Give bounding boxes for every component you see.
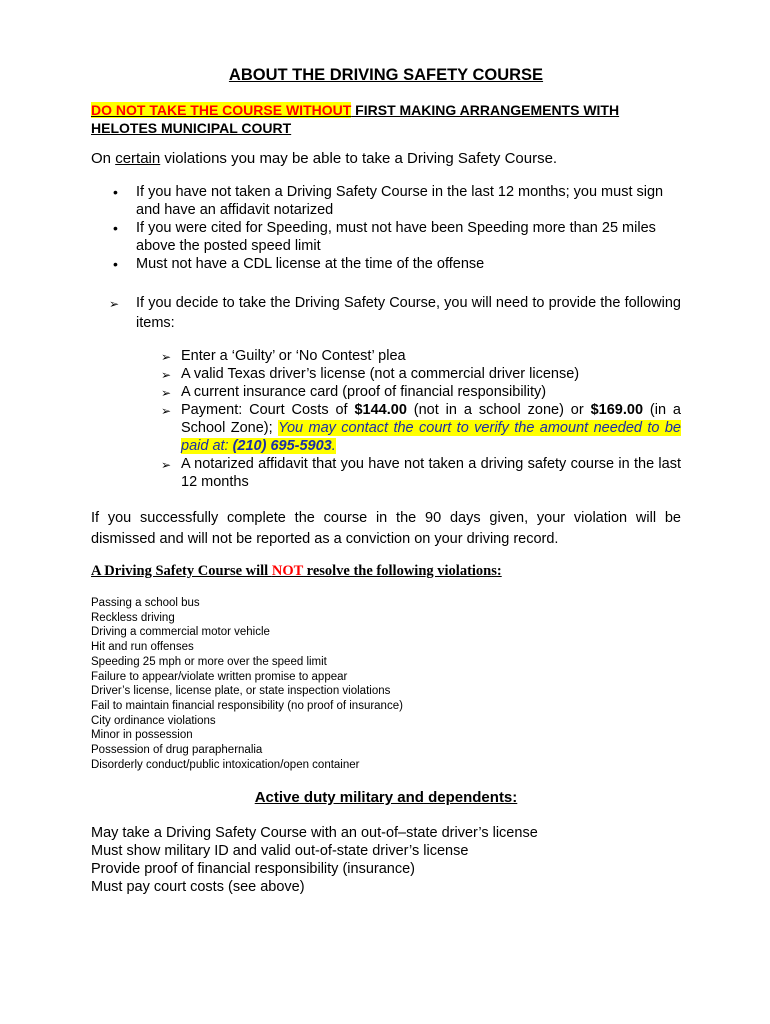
contact-court-text: You may contact the court to verify the amount needed to be paid at: <box>181 420 681 454</box>
arrow-bullet-icon: ➢ <box>161 368 172 382</box>
payment-suffix: (in a School Zone); <box>181 402 681 436</box>
item-plea: Enter a ‘Guilty’ or ‘No Contest’ plea <box>181 348 406 364</box>
military-list <box>91 824 538 896</box>
not-resolve-suffix: resolve the following violations: <box>303 563 502 579</box>
item-insurance: A current insurance card (proof of financial responsibility) <box>181 384 547 400</box>
amount-non-school: $144.00 <box>354 402 407 418</box>
item-license: A valid Texas driver’s license (not a commercial driver license) <box>181 366 580 382</box>
list-item: Hit and run offenses <box>91 641 194 654</box>
list-item: Provide proof of financial responsibility (insurance) <box>91 861 415 877</box>
list-item: City ordinance violations <box>91 714 216 727</box>
bullet-text: If you have not taken a Driving Safety Course in the last 12 months; you must sign and have an affidavit notarized <box>136 184 664 218</box>
list-item <box>91 365 681 383</box>
list-item: Driving a commercial motor vehicle <box>91 626 270 639</box>
eligibility-list <box>91 183 686 273</box>
bullet-icon: • <box>113 184 118 200</box>
decide-paragraph <box>91 293 681 333</box>
bullet-icon: • <box>113 256 118 272</box>
list-item: Possession of drug paraphernalia <box>91 744 263 757</box>
military-heading: Active duty military and dependents: <box>254 789 518 806</box>
not-resolve-heading <box>91 563 502 580</box>
payment-mid: (not in a school zone) or <box>406 402 591 418</box>
item-affidavit: A notarized affidavit that you have not taken a driving safety course in the last 12 months <box>181 456 681 490</box>
list-item <box>91 383 681 401</box>
page-title: ABOUT THE DRIVING SAFETY COURSE <box>228 66 544 84</box>
bullet-text: If you were cited for Speeding, must not have been Speeding more than 25 miles above the posted speed limit <box>136 220 656 254</box>
warning-red-text: DO NOT TAKE THE COURSE WITHOUT <box>91 102 352 118</box>
list-item: Driver’s license, license plate, or state inspection violations <box>91 685 391 698</box>
list-item: Passing a school bus <box>91 597 200 609</box>
list-item: Fail to maintain financial responsibility (no proof of insurance) <box>91 699 403 712</box>
list-item <box>91 455 681 491</box>
intro-text <box>91 149 557 168</box>
completion-paragraph: If you successfully complete the course in the 90 days given, your violation will be dismissed and will not be reported as a conviction on your driving record. <box>91 510 681 547</box>
arrow-bullet-icon: ➢ <box>161 386 172 400</box>
arrow-bullet-icon: ➢ <box>161 404 172 418</box>
list-item: Minor in possession <box>91 729 193 742</box>
list-item: Disorderly conduct/public intoxication/open container <box>91 758 360 771</box>
warning-notice <box>91 101 686 137</box>
intro-suffix: violations you may be able to take a Driving Safety Course. <box>160 150 558 167</box>
list-item <box>91 219 686 255</box>
list-item <box>91 255 686 273</box>
payment-prefix: Payment: Court Costs of <box>181 402 355 418</box>
warning-black-text: FIRST MAKING ARRANGEMENTS WITH HELOTES MUNICIPAL COURT <box>91 102 620 136</box>
arrow-bullet-icon: ➢ <box>161 458 172 472</box>
violations-list <box>91 596 403 772</box>
required-items-list <box>91 347 681 491</box>
arrow-bullet-icon: ➢ <box>161 350 172 364</box>
list-item: Speeding 25 mph or more over the speed limit <box>91 655 327 668</box>
list-item: ➢ Payment: Court Costs of $144.00 (not in a school zone) or $169.00 (in a School Zone); You may contact the court to verify the amount needed to be paid at: (210) 695-5903. <box>161 402 681 454</box>
intro-prefix: On <box>91 150 116 167</box>
not-emphasis: NOT <box>271 563 304 579</box>
not-resolve-prefix: A Driving Safety Course will <box>91 563 272 579</box>
list-item: Reckless driving <box>91 611 175 624</box>
list-item <box>91 183 686 219</box>
decide-text: If you decide to take the Driving Safety Course, you will need to provide the following items: <box>136 295 681 331</box>
list-item <box>91 347 681 365</box>
intro-underlined: certain <box>115 150 161 167</box>
list-item: Must show military ID and valid out-of-state driver’s license <box>91 843 469 859</box>
court-phone: (210) 695-5903 <box>232 438 332 454</box>
list-item: Must pay court costs (see above) <box>91 879 305 895</box>
list-item: May take a Driving Safety Course with an out-of–state driver’s license <box>91 825 538 841</box>
arrow-bullet-icon: ➢ <box>109 297 120 311</box>
bullet-icon: • <box>113 220 118 236</box>
amount-school-zone: $169.00 <box>590 402 644 418</box>
list-item: Failure to appear/violate written promise to appear <box>91 670 348 683</box>
bullet-text: Must not have a CDL license at the time of the offense <box>136 256 485 272</box>
